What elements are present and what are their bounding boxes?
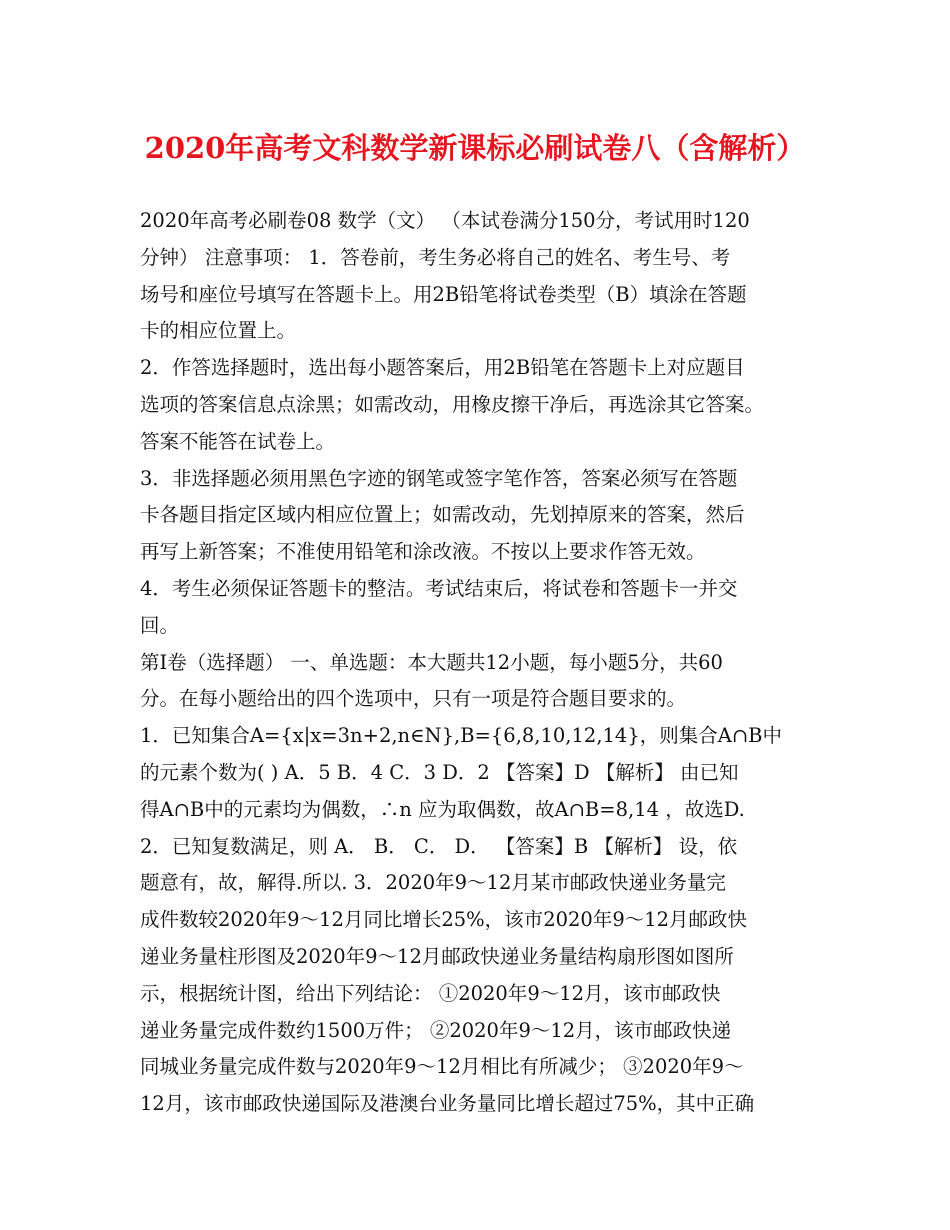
text-line: 分钟） 注意事项： 1．答卷前，考生务必将自己的姓名、考生号、考 (140, 245, 731, 269)
text-line: 再写上新答案；不准使用铅笔和涂改液。不按以上要求作答无效。 (140, 540, 706, 564)
text-line: 回。 (140, 613, 180, 637)
text-line: 1．已知集合A={x|x=3n+2,n∈N},B={6,8,10,12,14}，则集合A∩B中 (140, 724, 782, 748)
text-line: 同城业务量完成件数与2020年9～12月相比有所减少； ③2020年9～ (140, 1055, 744, 1079)
text-line: 成件数较2020年9～12月同比增长25%，该市2020年9～12月邮政快 (140, 908, 748, 932)
text-line: 选项的答案信息点涂黑；如需改动，用橡皮擦干净后，再选涂其它答案。 (140, 392, 765, 416)
text-line: 递业务量完成件数约1500万件； ②2020年9～12月，该市邮政快递 (140, 1018, 732, 1042)
text-line: 递业务量柱形图及2020年9～12月邮政快递业务量结构扇形图如图所 (140, 944, 734, 968)
text-line: 第Ⅰ卷（选择题） 一、单选题：本大题共12小题，每小题5分，共60 (140, 650, 723, 674)
text-line: 3．非选择题必须用黑色字迹的钢笔或签字笔作答，答案必须写在答题 (140, 466, 738, 490)
text-line: 4．考生必须保证答题卡的整洁。考试结束后，将试卷和答题卡一并交 (140, 576, 738, 600)
text-line: 2．已知复数满足，则 A． B． C． D． 【答案】B 【解析】 设，依 (140, 834, 738, 858)
text-line: 分。在每小题给出的四个选项中，只有一项是符合题目要求的。 (140, 687, 687, 711)
document-body (140, 203, 820, 1123)
text-line: 2020年高考必刷卷08 数学（文） （本试卷满分150分，考试用时120 (140, 209, 750, 232)
text-line: 2．作答选择题时，选出每小题答案后，用2B铅笔在答题卡上对应题目 (140, 356, 745, 380)
text-line: 题意有，故，解得.所以. 3．2020年9～12月某市邮政快递业务量完 (140, 871, 726, 895)
text-line: 12月，该市邮政快递国际及港澳台业务量同比增长超过75%，其中正确 (140, 1092, 755, 1116)
text-line: 示，根据统计图，给出下列结论： ①2020年9～12月，该市邮政快 (140, 981, 721, 1005)
document-title: 2020年高考文科数学新课标必刷试卷八（含解析） (144, 131, 806, 165)
text-line: 得A∩B中的元素均为偶数，∴n 应为取偶数，故A∩B=8,14 ，故选D. (140, 797, 745, 821)
text-line: 答案不能答在试卷上。 (140, 429, 336, 453)
text-line: 卡的相应位置上。 (140, 319, 297, 343)
text-line: 的元素个数为( ) A．5 B．4 C．3 D．2 【答案】D 【解析】 由已知 (140, 760, 739, 784)
text-line: 卡各题目指定区域内相应位置上；如需改动，先划掉原来的答案，然后 (140, 503, 745, 527)
text-line: 场号和座位号填写在答题卡上。用2B铅笔将试卷类型（B）填涂在答题 (140, 282, 747, 306)
